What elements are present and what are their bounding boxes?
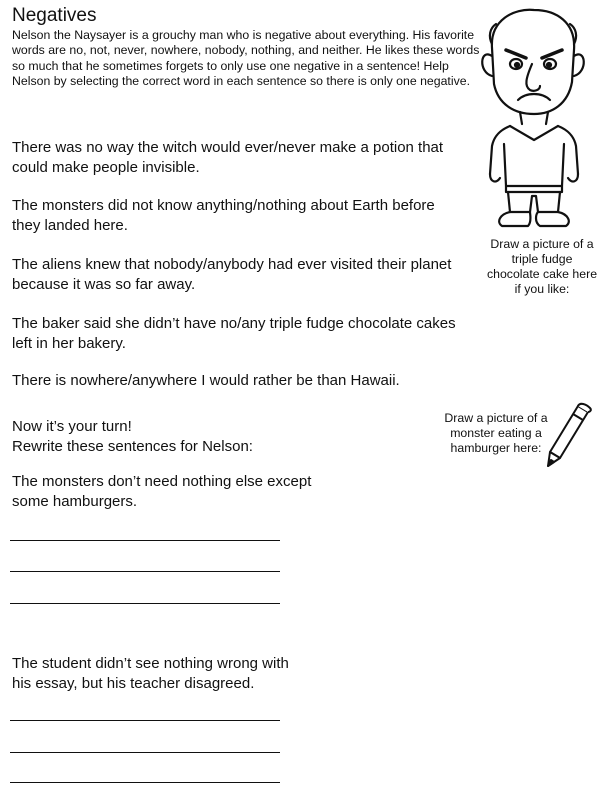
sentence-5: There is nowhere/anywhere I would rather be than Hawaii. (12, 372, 400, 389)
sentence-2: The monsters did not know anything/nothing about Earth before they landed here. (12, 197, 435, 234)
monster-drawing-caption: Draw a picture of a monster eating a hamburger here: (444, 411, 548, 455)
pencil-icon (546, 402, 592, 470)
cake-drawing-caption: Draw a picture of a triple fudge chocolate cake here if you like: (486, 237, 598, 296)
answer-line[interactable] (10, 540, 280, 541)
your-turn-line-2: Rewrite these sentences for Nelson: (12, 438, 253, 455)
answer-line[interactable] (10, 720, 280, 721)
your-turn-line-1: Now it’s your turn! (12, 418, 132, 435)
answer-line[interactable] (10, 752, 280, 753)
nelson-naysayer-illustration (470, 6, 596, 234)
page-title: Negatives (12, 5, 97, 26)
answer-line[interactable] (10, 603, 280, 604)
rewrite-sentence-2: The student didn’t see nothing wrong with his essay, but his teacher disagreed. (12, 655, 289, 692)
intro-paragraph: Nelson the Naysayer is a grouchy man who is negative about everything. His favorite words are no, not, never, nowhere, nobody, nothing, and neither. He likes these words so much that he sometimes forgets to only use one negative in a sentence! Help Nelson by selecting the correct word in each sentence so there is only one negative. (12, 28, 480, 89)
your-turn-heading (12, 417, 253, 457)
sentence-3: The aliens knew that nobody/anybody had ever visited their planet because it was so far away. (12, 256, 452, 293)
answer-line[interactable] (10, 782, 280, 783)
sentence-1: There was no way the witch would ever/never make a potion that could make people invisible. (12, 139, 444, 176)
answer-line[interactable] (10, 571, 280, 572)
sentence-4: The baker said she didn’t have no/any triple fudge chocolate cakes left in her bakery. (12, 315, 456, 352)
rewrite-sentence-1: The monsters don’t need nothing else except some hamburgers. (12, 473, 312, 510)
